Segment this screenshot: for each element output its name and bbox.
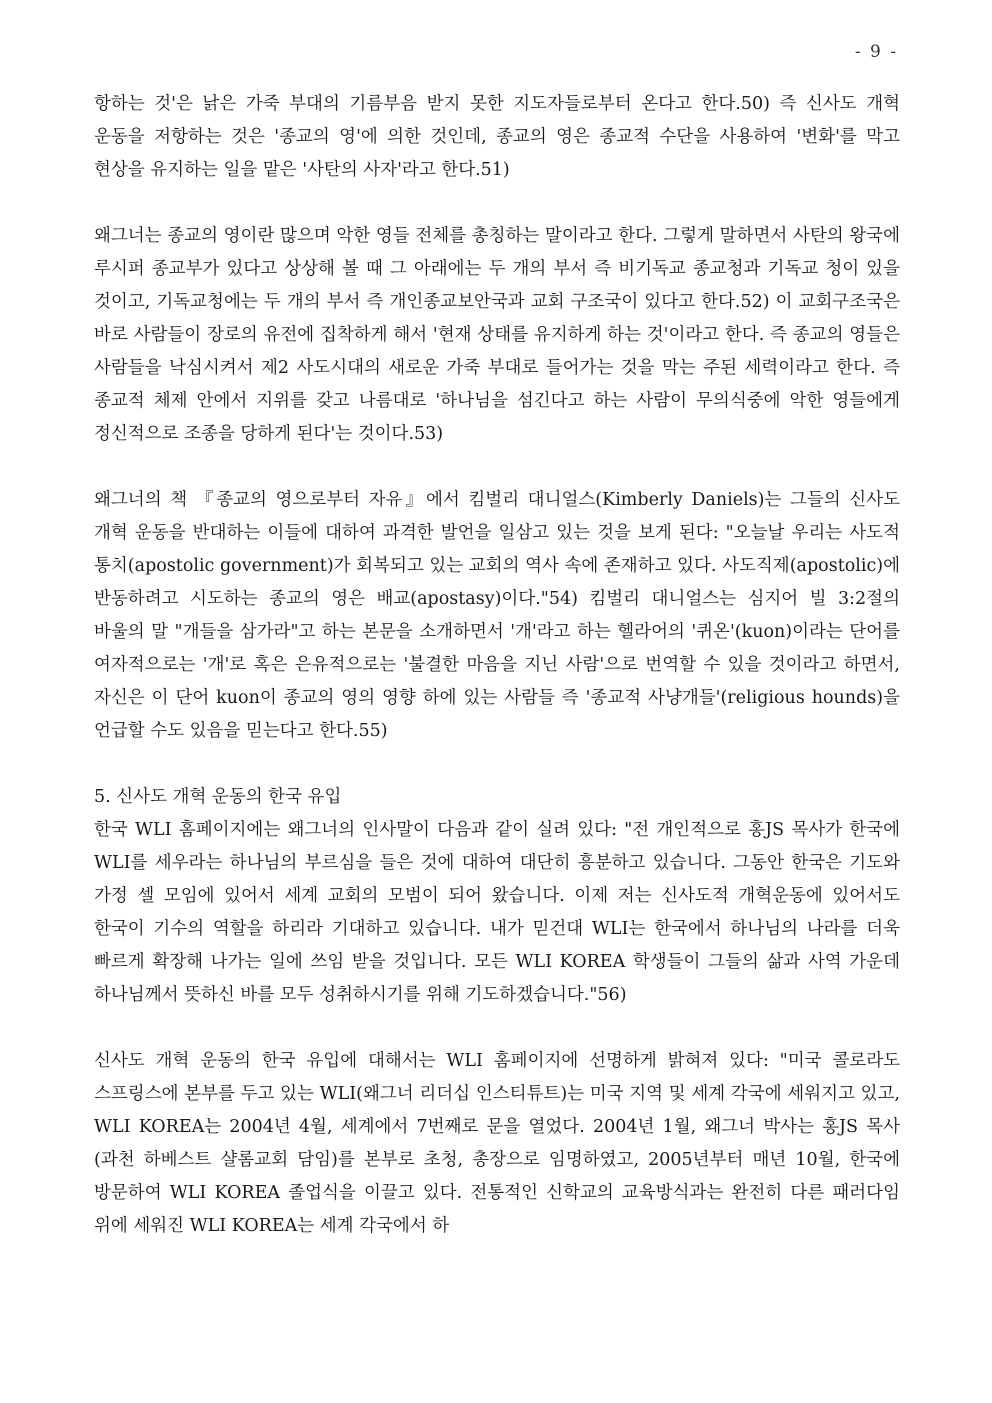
page-number: - 9 -: [854, 42, 898, 62]
paragraph-5: 신사도 개혁 운동의 한국 유입에 대해서는 WLI 홈페이지에 선명하게 밝혀져 있다: "미국 콜로라도 스프링스에 본부를 두고 있는 WLI(왜그너 리더십 인스티튜트)는 미국 지역 및 세계 각국에 세워지고 있고, WLI KOREA는 2004년 4월, 세계에서 7번째로 문을 열었다. 2004년 1월, 왜그너 박사는 홍JS 목사(과천 하베스트 샬롬교회 담임)를 본부로 초청, 총장으로 임명하였고, 2005년부터 매년 10월, 한국에 방문하여 WLI KOREA 졸업식을 이끌고 있다. 전통적인 신학교의 교육방식과는 완전히 다른 패러다임 위에 세워진 WLI KOREA는 세계 각국에서 하: [94, 1051, 900, 1236]
document-body: [94, 88, 900, 1243]
paragraph-4: 한국 WLI 홈페이지에는 왜그너의 인사말이 다음과 같이 실려 있다: "전 개인적으로 홍JS 목사가 한국에 WLI를 세우라는 하나님의 부르심을 들은 것에 대하여 대단히 흥분하고 있습니다. 그동안 한국은 기도와 가정 셀 모임에 있어서 세계 교회의 모범이 되어 왔습니다. 이제 저는 신사도적 개혁운동에 있어서도 한국이 기수의 역할을 하리라 기대하고 있습니다. 내가 믿건대 WLI는 한국에서 하나님의 나라를 더욱 빠르게 확장해 나가는 일에 쓰임 받을 것입니다. 모든 WLI KOREA 학생들이 그들의 삶과 사역 가운데 하나님께서 뜻하신 바를 모두 성취하시기를 위해 기도하겠습니다."56): [94, 820, 900, 1005]
paragraph-2: 왜그너는 종교의 영이란 많으며 악한 영들 전체를 총칭하는 말이라고 한다. 그렇게 말하면서 사탄의 왕국에 루시퍼 종교부가 있다고 상상해 볼 때 그 아래에는 두 개의 부서 즉 비기독교 종교청과 기독교 청이 있을 것이고, 기독교청에는 두 개의 부서 즉 개인종교보안국과 교회 구조국이 있다고 한다.52) 이 교회구조국은 바로 사람들이 장로의 유전에 집착하게 해서 '현재 상태를 유지하게 하는 것'이라고 한다. 즉 종교의 영들은 사람들을 낙심시켜서 제2 사도시대의 새로운 가죽 부대로 들어가는 것을 막는 주된 세력이라고 한다. 즉 종교적 체제 안에서 지위를 갖고 나름대로 '하나님을 섬긴다고 하는 사람이 무의식중에 악한 영들에게 정신적으로 조종을 당하게 된다'는 것이다.53): [94, 226, 900, 444]
section-heading: 5. 신사도 개혁 운동의 한국 유입: [94, 787, 342, 807]
paragraph-1: 항하는 것'은 낡은 가죽 부대의 기름부음 받지 못한 지도자들로부터 온다고 한다.50) 즉 신사도 개혁 운동을 저항하는 것은 '종교의 영'에 의한 것인데, 종교의 영은 종교적 수단을 사용하여 '변화'를 막고 현상을 유지하는 일을 맡은 '사탄의 사자'라고 한다.51): [94, 94, 900, 180]
paragraph-3: 왜그너의 책 『종교의 영으로부터 자유』에서 킴벌리 대니얼스(Kimberly Daniels)는 그들의 신사도 개혁 운동을 반대하는 이들에 대하여 과격한 발언을 일삼고 있는 것을 보게 된다: "오늘날 우리는 사도적 통치(apostolic government)가 회복되고 있는 교회의 역사 속에 존재하고 있다. 사도직제(apostolic)에 반동하려고 시도하는 종교의 영은 배교(apostasy)이다."54) 킴벌리 대니얼스는 심지어 빌 3:2절의 바울의 말 "개들을 삼가라"고 하는 본문을 소개하면서 '개'라고 하는 헬라어의 '퀴온'(kuon)이라는 단어를 여자적으로는 '개'로 혹은 은유적으로는 '불결한 마음을 지닌 사람'으로 번역할 수 있을 것이라고 하면서, 자신은 이 단어 kuon이 종교의 영의 영향 하에 있는 사람들 즉 '종교적 사냥개들'(religious hounds)을 언급할 수도 있음을 믿는다고 한다.55): [94, 490, 900, 741]
